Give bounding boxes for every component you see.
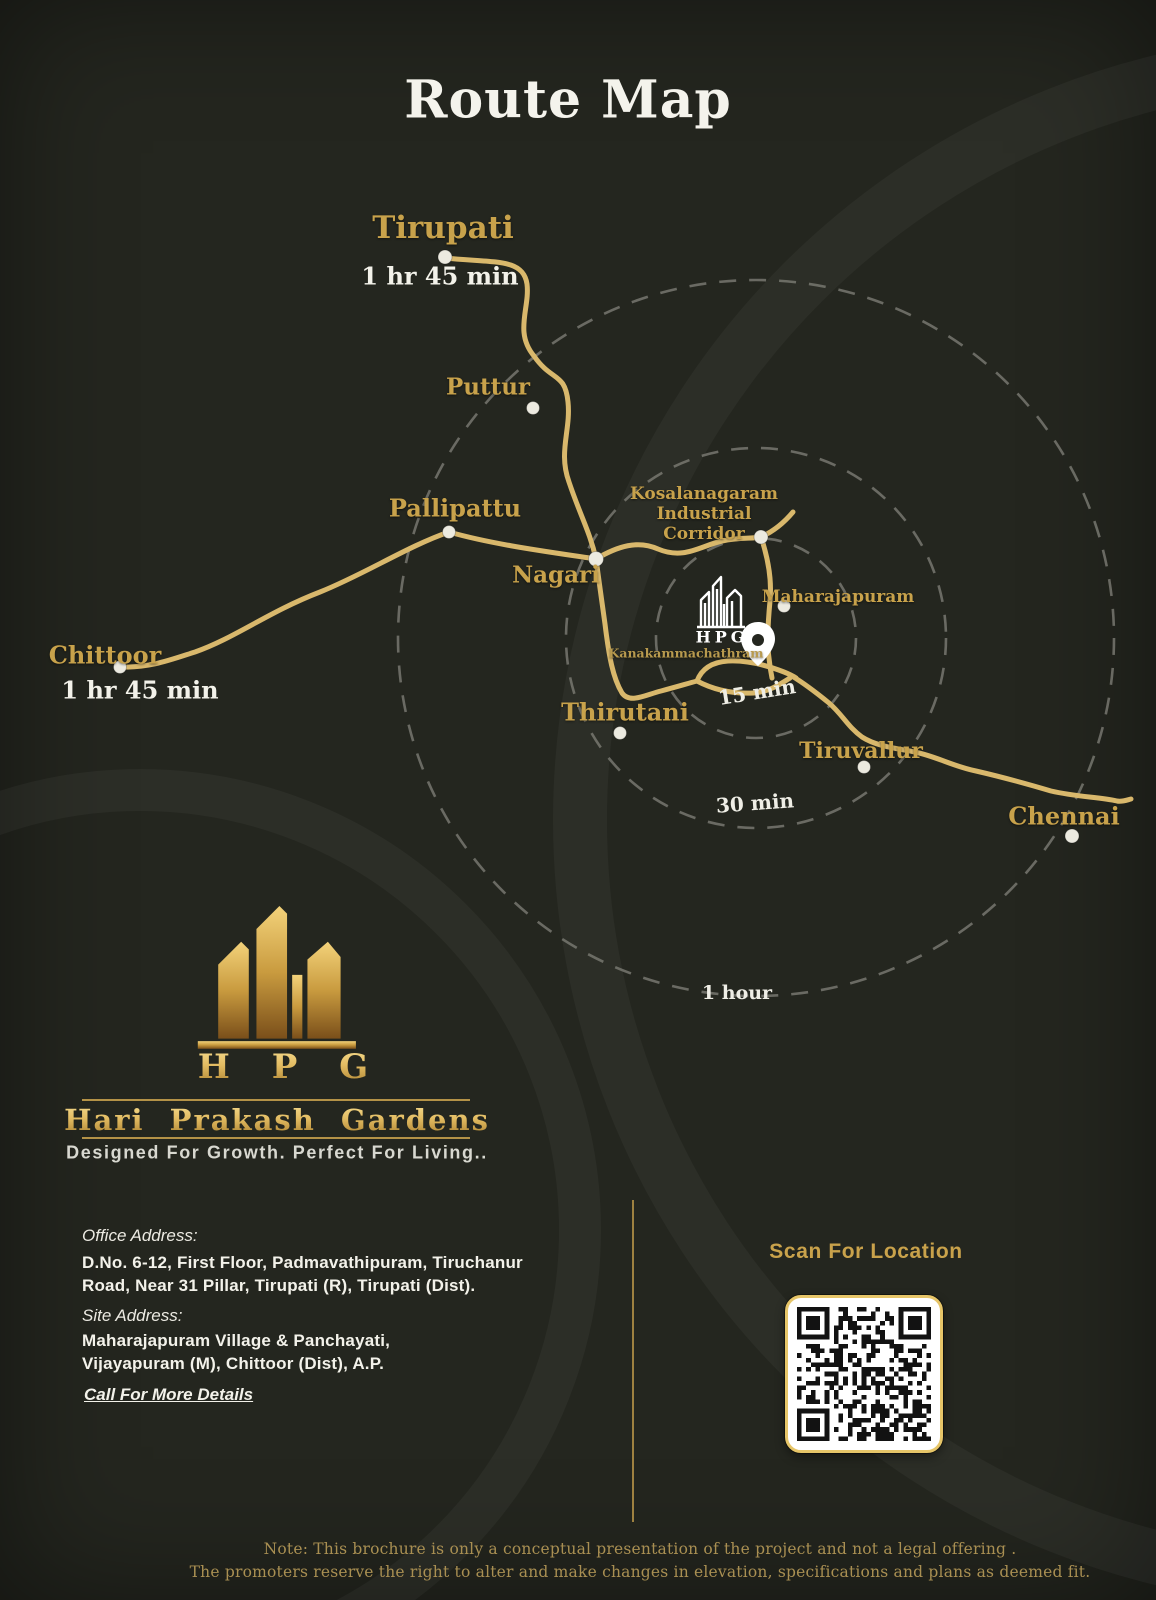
city-label-chennai: Chennai xyxy=(1008,801,1120,831)
section-divider xyxy=(632,1200,634,1522)
label-kosalanagaram-corridor: Kosalanagaram Industrial Corridor xyxy=(629,483,779,545)
drive-time-chittoor: 1 hr 45 min xyxy=(61,675,219,705)
site-address-label: Site Address: xyxy=(82,1306,183,1325)
city-label-puttur: Puttur xyxy=(445,373,531,401)
dot-puttur xyxy=(527,402,540,415)
ring-label-1hour: 1 hour xyxy=(701,982,773,1004)
call-for-details-link: Call For More Details xyxy=(84,1385,254,1404)
qr-code-frame xyxy=(785,1295,943,1453)
brand-name: Hari Prakash Gardens xyxy=(64,1103,490,1137)
disclaimer-line-1: Note: This brochure is only a conceptual presentation of the project and not a legal offering . xyxy=(263,1540,1017,1558)
disclaimer-line-2: The promoters reserve the right to alter and make changes in elevation, specifications and plans as deemed fit. xyxy=(189,1563,1091,1581)
city-label-tiruvallur: Tiruvallur xyxy=(799,738,923,764)
city-label-pallipattu: Pallipattu xyxy=(388,493,522,523)
site-buildings-icon xyxy=(697,577,745,627)
dot-chennai xyxy=(1065,829,1079,843)
site-address-text: Maharajapuram Village & Panchayati, Vijayapuram (M), Chittoor (Dist), A.P. xyxy=(82,1331,391,1373)
ring-label-30min: 30 min xyxy=(715,788,795,818)
qr-code xyxy=(797,1307,931,1441)
city-label-thirutani: Thirutani xyxy=(561,697,689,727)
site-logo-text: HPG xyxy=(695,627,749,647)
office-address-text: D.No. 6-12, First Floor, Padmavathipuram, Tiruchanur Road, Near 31 Pillar, Tirupati (R), Tirupati (Dist). xyxy=(82,1253,523,1295)
label-kanakammachathram: Kanakammachathram xyxy=(608,645,764,661)
brand-monogram: H P G xyxy=(183,1047,383,1087)
label-maharajapuram: Maharajapuram xyxy=(761,587,915,607)
city-label-chittoor: Chittoor xyxy=(48,640,162,670)
dot-thirutani xyxy=(614,727,627,740)
road-chittoor-nagari xyxy=(120,532,596,667)
brand-tagline: Designed For Growth. Perfect For Living.. xyxy=(66,1142,488,1163)
city-label-tirupati: Tirupati xyxy=(372,210,514,246)
ring-label-15min: 15 min xyxy=(716,674,798,710)
scan-for-location-heading: Scan For Location xyxy=(769,1240,963,1263)
drive-time-tirupati: 1 hr 45 min xyxy=(361,261,519,291)
brand-rule-bottom xyxy=(82,1137,470,1139)
city-label-nagari: Nagari xyxy=(512,561,600,589)
brand-logo-buildings xyxy=(198,906,356,1049)
dot-pallipattu xyxy=(443,526,456,539)
office-address-label: Office Address: xyxy=(82,1226,198,1245)
page-title: Route Map xyxy=(404,69,732,131)
brand-rule-top xyxy=(82,1099,470,1101)
